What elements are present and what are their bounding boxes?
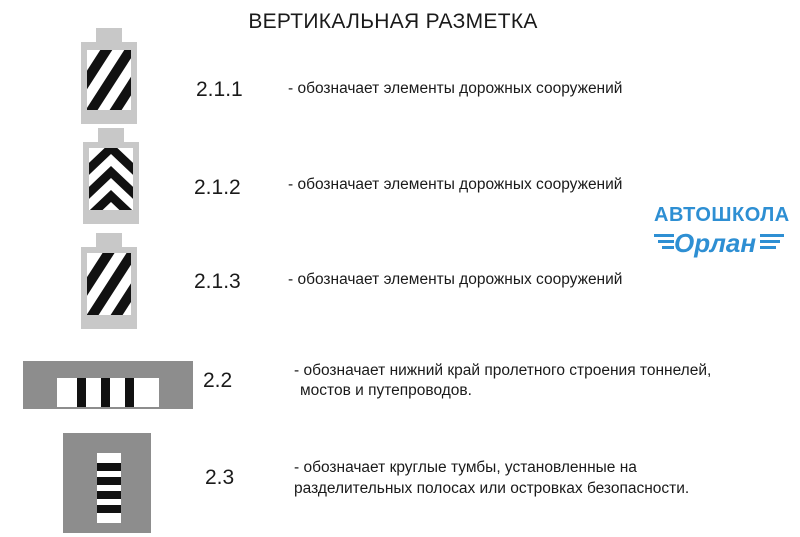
logo-text-orlan: Орлан — [674, 228, 757, 258]
marking-code: 2.2 — [203, 369, 233, 392]
marking-2-2-icon — [23, 361, 193, 409]
marking-code: 2.3 — [205, 466, 235, 489]
marking-description-line1: - обозначает нижний край пролетного строения тоннелей, — [294, 362, 712, 379]
marking-code: 2.1.2 — [194, 176, 241, 199]
marking-description: - обозначает элементы дорожных сооружений — [288, 80, 623, 97]
marking-description: - обозначает элементы дорожных сооружений — [288, 271, 623, 288]
page-title: ВЕРТИКАЛЬНАЯ РАЗМЕТКА — [248, 10, 538, 33]
marking-2-1-1-icon — [80, 28, 138, 124]
marking-2-3-icon — [63, 433, 151, 533]
marking-2-1-2-icon — [83, 128, 139, 224]
marking-description: - обозначает элементы дорожных сооружений — [288, 176, 623, 193]
logo-text-autoschool: АВТОШКОЛА — [654, 204, 790, 226]
marking-2-1-3-icon — [81, 233, 137, 329]
marking-code: 2.1.1 — [196, 78, 243, 101]
marking-code: 2.1.3 — [194, 270, 241, 293]
marking-description-line1: - обозначает круглые тумбы, установленные на — [294, 459, 637, 476]
logo-orlan — [654, 226, 786, 260]
marking-description-line2: разделительных полосах или островках безопасности. — [294, 480, 690, 497]
marking-description-line2: мостов и путепроводов. — [300, 382, 472, 399]
